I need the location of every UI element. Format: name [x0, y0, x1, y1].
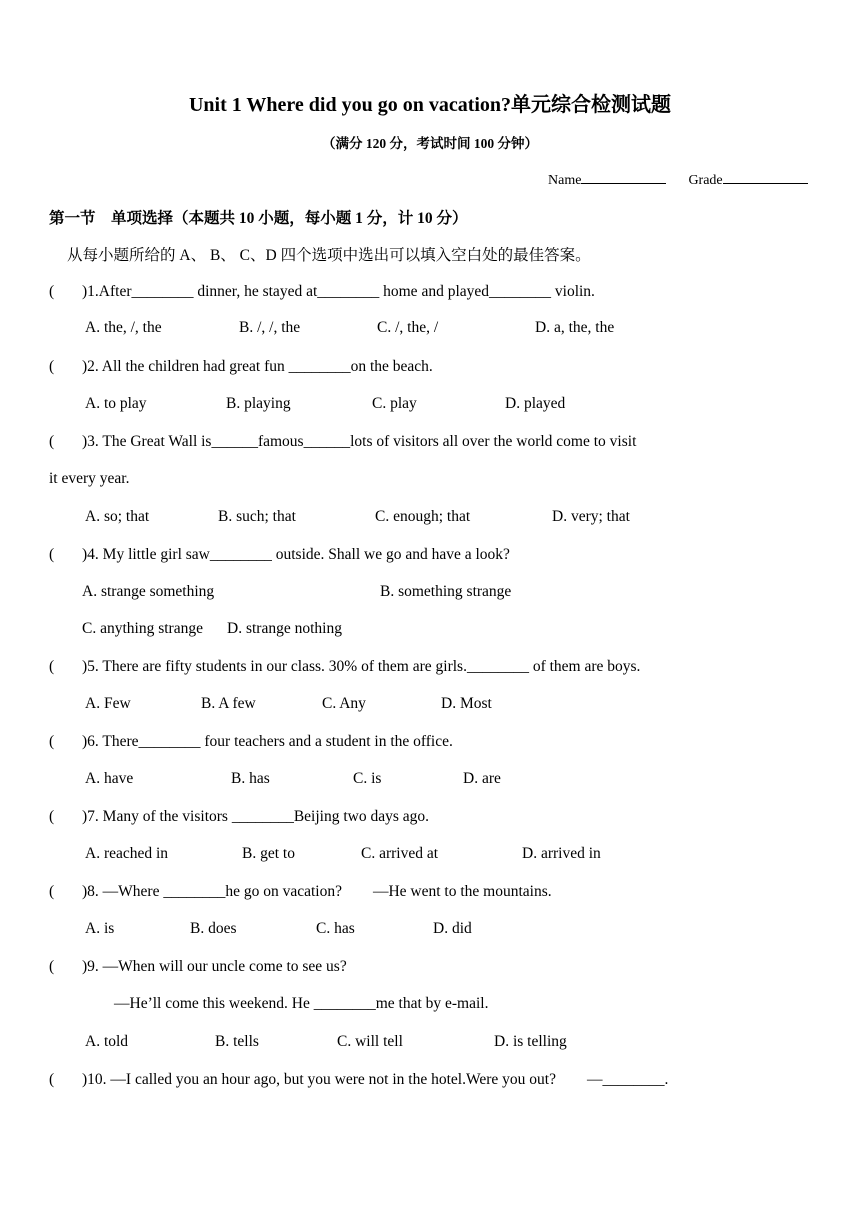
option-c: C. /, the, / [377, 319, 439, 336]
question-text: )1.After________ dinner, he stayed at________ home and played________ violin. [82, 283, 595, 300]
option-b: B. has [231, 770, 270, 787]
answer-paren[interactable]: ( [49, 1071, 55, 1088]
option-c: C. is [353, 770, 382, 787]
option-b: B. playing [226, 395, 291, 412]
option-d: D. arrived in [522, 845, 601, 862]
answer-paren[interactable]: ( [49, 433, 55, 450]
option-a: A. the, /, the [85, 319, 162, 336]
option-c: C. arrived at [361, 845, 439, 862]
section-instruction: 从每小题所给的 A、 B、 C、D 四个选项中选出可以填入空白处的最佳答案。 [67, 247, 591, 264]
option-b: B. something strange [380, 583, 512, 600]
option-d: D. played [505, 395, 566, 412]
question-text: )4. My little girl saw________ outside. Shall we go and have a look? [82, 546, 510, 563]
score-time-note: （满分 120 分，考试时间 100 分钟） [322, 136, 538, 151]
option-d: D. a, the, the [535, 319, 615, 336]
answer-paren[interactable]: ( [49, 283, 55, 300]
option-a: A. is [85, 920, 115, 937]
option-c: C. enough; that [375, 508, 471, 525]
option-b: B. /, /, the [239, 319, 301, 336]
question-continuation: it every year. [49, 470, 130, 487]
option-c: C. anything strange [82, 620, 203, 637]
option-b: B. A few [201, 695, 256, 712]
answer-paren[interactable]: ( [49, 958, 55, 975]
answer-paren[interactable]: ( [49, 883, 55, 900]
answer-paren[interactable]: ( [49, 808, 55, 825]
answer-paren[interactable]: ( [49, 733, 55, 750]
option-c: C. will tell [337, 1033, 403, 1050]
question-text: )10. —I called you an hour ago, but you were not in the hotel.Were you out? —________. [82, 1071, 669, 1088]
question-text: )7. Many of the visitors ________Beijing two days ago. [82, 808, 429, 825]
option-d: D. Most [441, 695, 492, 712]
option-a: A. reached in [85, 845, 169, 862]
option-b: B. does [190, 920, 237, 937]
option-a: A. to play [85, 395, 147, 412]
option-d: D. strange nothing [227, 620, 342, 637]
question-text: )3. The Great Wall is______famous______lots of visitors all over the world come to visit [82, 433, 637, 450]
question-text: )6. There________ four teachers and a student in the office. [82, 733, 453, 750]
question-text: )9. —When will our uncle come to see us? [82, 958, 347, 975]
question-text: )2. All the children had great fun ________on the beach. [82, 358, 433, 375]
question-text: )5. There are fifty students in our class. 30% of them are girls.________ of them are boys. [82, 658, 641, 675]
answer-paren[interactable]: ( [49, 358, 55, 375]
option-a: A. have [85, 770, 134, 787]
option-d: D. very; that [552, 508, 630, 525]
option-b: B. tells [215, 1033, 259, 1050]
option-a: A. Few [85, 695, 131, 712]
page-title: Unit 1 Where did you go on vacation?单元综合检测试题 [188, 94, 672, 116]
option-c: C. has [316, 920, 355, 937]
name-grade-line [548, 171, 808, 189]
option-a: A. so; that [85, 508, 150, 525]
question-continuation: —He’ll come this weekend. He ________me that by e-mail. [114, 995, 489, 1012]
name-label: Name [548, 173, 582, 188]
option-c: C. play [372, 395, 417, 412]
answer-paren[interactable]: ( [49, 658, 55, 675]
option-c: C. Any [322, 695, 366, 712]
question-text: )8. —Where ________he go on vacation? —He went to the mountains. [82, 883, 552, 900]
option-b: B. get to [242, 845, 295, 862]
option-d: D. are [463, 770, 501, 787]
grade-blank[interactable] [723, 171, 808, 184]
option-a: A. told [85, 1033, 129, 1050]
option-b: B. such; that [218, 508, 296, 525]
option-a: A. strange something [82, 583, 215, 600]
option-d: D. did [433, 920, 472, 937]
name-blank[interactable] [581, 171, 666, 184]
section-heading: 第一节 单项选择（本题共 10 小题，每小题 1 分，计 10 分） [49, 210, 468, 227]
option-d: D. is telling [494, 1033, 567, 1050]
answer-paren[interactable]: ( [49, 546, 55, 563]
grade-label: Grade [688, 173, 723, 188]
